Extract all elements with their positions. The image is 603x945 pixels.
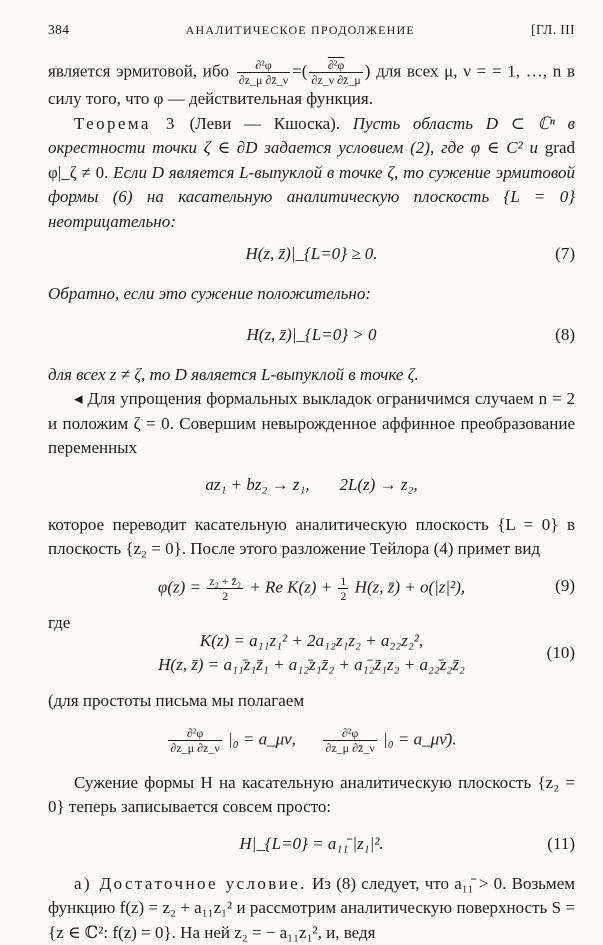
equation-8	[48, 323, 575, 347]
theorem-statement-2: Если D является L-выпуклой в точке ζ, то сужение эрмитовой формы (6) на касательную аналитическую плоскость {L = 0} неотрицательно:	[48, 163, 575, 231]
gradient-condition: grad φ|_ζ ≠ 0.	[48, 138, 575, 182]
proof-paragraph-2: которое переводит касательную аналитическую плоскость {L = 0} в плоскость {z₂ = 0}. После этого разложение Тейлора (4) примет вид	[48, 513, 575, 562]
page-number: 384	[48, 22, 69, 38]
hermitian-paragraph: является эрмитовой, ибо $\frac{\text{∂²φ}}{\partial z\_\mu \partial z̄\_\nu}$ =( $\frac{\text{∂²φ}}{\partial z\_\nu \partial z̄\_\mu}$ ) для всех μ, ν = = 1, …, n в силу того, что φ — действительная функция.	[48, 58, 575, 112]
converse-statement: Обратно, если это сужение положительно:	[48, 282, 575, 307]
running-title: АНАЛИТИЧЕСКОЕ ПРОДОЛЖЕНИЕ	[186, 23, 415, 38]
theorem-conclusion: для всех z ≠ ζ, то D является L-выпуклой в точке ζ.	[48, 363, 575, 388]
equation-number-11: (11)	[547, 832, 575, 856]
text-for-all: для всех μ, ν =	[376, 61, 486, 80]
eq9-middle: + Re K(z) +	[249, 577, 332, 596]
coef-fraction-1: $\frac{\text{∂²φ}}{\partial z\_\mu \partial z\_\nu}$	[168, 726, 221, 755]
coef-result-1: |₀ = a_μν,	[228, 729, 296, 748]
equation-number-10: (10)	[547, 641, 575, 665]
restriction-paragraph: Сужение формы H на касательную аналитическую плоскость {z₂ = 0} теперь записывается совсем просто:	[48, 771, 575, 820]
proof-paragraph-1: ◂ Для упрощения формальных выкладок ограничимся случаем n = 2 и положим ζ = 0. Совершим невырожденное аффинное преобразование переменных	[48, 387, 575, 461]
sufficient-label: а) Достаточное условие.	[74, 874, 307, 893]
text-real-function: = 1, …, n в силу того, что φ — действительная функция.	[48, 61, 575, 108]
notation-note: (для простоты письма мы полагаем	[48, 689, 575, 714]
book-page	[48, 22, 575, 945]
eq10-line-1: K(z) = a₁₁z₁² + 2a₁₂z₁z₂ + a₂₂z₂²,	[48, 629, 575, 653]
eq9-fraction: $\frac{\text{z₂ + z̄₂}}{2}$	[207, 574, 243, 603]
transform-left: az₁ + bz₂ → z₁,	[205, 475, 309, 494]
where-word: где	[48, 611, 575, 636]
equation-number-9: (9)	[555, 574, 575, 598]
coef-fraction-2: $\frac{\text{∂²φ}}{\partial z\_\mu \partial z̄\_\nu}$	[323, 726, 376, 755]
theorem-title: Теорема 3	[74, 114, 177, 133]
text-hermitian: является эрмитовой, ибо	[48, 61, 229, 80]
equation-7	[48, 242, 575, 266]
eq10-line-2: H(z, z̄) = a₁₁̄z₁z̄₁ + a₁₂̄z₁z̄₂ + a₁̄₂z̄₁z₂ + a₂₂̄z₂z̄₂	[48, 653, 575, 677]
sufficient-text: Из (8) следует, что a₁₁̄ > 0. Возьмем функцию f(z) = z₂ + a₁₁z₁² и рассмотрим аналитическую поверхность S = {z ∈ ℂ²: f(z) = 0}. На ней z₂ = − a₁₁z₁², и, ведя	[48, 874, 575, 942]
equation-9	[48, 574, 575, 603]
equation-10	[48, 629, 575, 677]
eq9-half: $\frac{1}{2}$	[338, 574, 348, 603]
theorem-authors: (Леви — Кшоска).	[190, 114, 341, 133]
equals-sign: =	[292, 61, 302, 80]
transform-right: 2L(z) → z₂,	[339, 475, 417, 494]
chapter-marker: [ГЛ. III	[531, 22, 575, 38]
formula-7: H(z, z̄)|_{L=0} ≥ 0.	[245, 244, 377, 263]
coef-result-2: |₀ = a_μν̄).	[383, 729, 457, 748]
eq9-rhs: H(z, z̄) + o(|z|²),	[355, 577, 465, 596]
coefficient-definition	[48, 726, 575, 755]
affine-transform	[48, 473, 575, 497]
equation-11	[48, 832, 575, 856]
theorem-statement-1: Пусть область D ⊂ ℂⁿ в окрестности точки ζ ∈ ∂D задается условием (2), где φ ∈ C² и	[48, 114, 575, 158]
formula-8: H(z, z̄)|_{L=0} > 0	[247, 325, 377, 344]
eq9-lhs: φ(z) =	[158, 577, 201, 596]
page-header	[48, 22, 575, 50]
formula-11: H|_{L=0} = a₁₁̄ |z₁|².	[239, 834, 383, 853]
theorem-3	[48, 112, 575, 235]
fraction-partial-conj: $\frac{\text{∂²φ}}{\partial z\_\nu \partial z̄\_\mu}$	[309, 58, 362, 87]
equation-number-8: (8)	[555, 323, 575, 347]
equation-number-7: (7)	[555, 242, 575, 266]
fraction-partial-1: $\frac{\text{∂²φ}}{\partial z\_\mu \partial z̄\_\nu}$	[237, 58, 290, 87]
sufficient-condition	[48, 872, 575, 945]
